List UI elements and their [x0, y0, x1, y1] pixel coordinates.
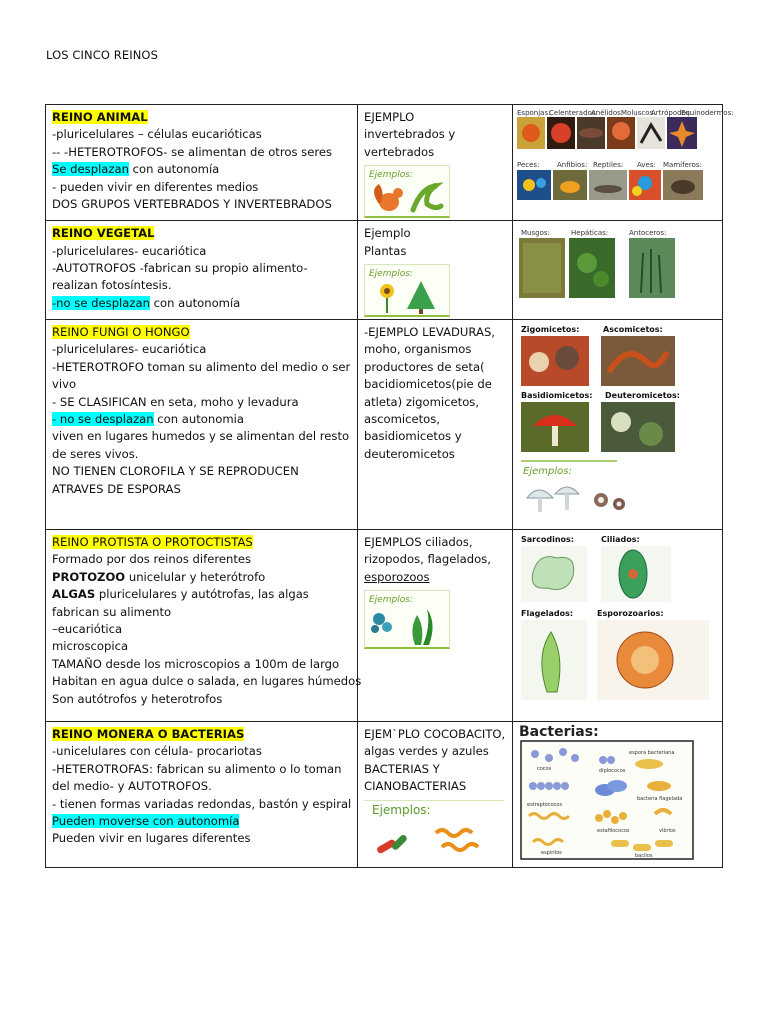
bacteria-image-title: Bacterias: [519, 724, 599, 741]
image-label: Mamíferos: [663, 161, 702, 169]
image-label: estreptococos [527, 802, 563, 809]
desc-line: Son autótrofos y heterotrofos [52, 691, 223, 706]
bold-term: PROTOZOO [52, 569, 126, 584]
image-label: diplococos [599, 768, 626, 775]
examples-label: Ejemplos: [369, 595, 413, 606]
highlight-text: Se desplazan [52, 162, 129, 177]
desc-line: NO TIENEN CLOROFILA Y SE REPRODUCEN ATRAVES DE ESPORAS [52, 464, 299, 496]
image-label: Reptiles: [593, 161, 624, 169]
table-row [46, 105, 723, 221]
image-cell [513, 320, 723, 530]
example-cell [358, 221, 513, 320]
example-line: EJEMPLO [364, 110, 415, 124]
image-label: espirilos [541, 850, 562, 857]
description-cell [46, 530, 362, 722]
bacteria-examples-image [519, 740, 695, 862]
document-title: LOS CINCO REINOS [46, 48, 158, 62]
example-line: esporozoos [364, 569, 430, 584]
image-label: Flagelados: [521, 609, 574, 619]
example-line: EJEMPLOS ciliados, [364, 535, 473, 550]
example-line: Ejemplo [364, 226, 411, 241]
desc-line: -AUTOTROFOS -fabrican su propio alimento- realizan fotosíntesis. [52, 261, 308, 293]
fungi-examples-image [517, 322, 717, 526]
table-row [46, 530, 723, 722]
image-label: Celenterados: [549, 109, 598, 117]
kingdom-title: REINO FUNGI O HONGO [52, 325, 190, 340]
desc-line: Pueden vivir en lugares diferentes [52, 831, 251, 846]
image-label: Antoceros: [629, 229, 667, 238]
description-cell [46, 722, 358, 868]
sunflower-tree-icon [365, 279, 449, 315]
example-cell [358, 722, 513, 868]
examples-label: Ejemplos: [372, 802, 431, 817]
example-line: Plantas [364, 243, 407, 258]
animal-examples-image [517, 107, 734, 203]
kingdom-title: REINO VEGETAL [52, 226, 155, 241]
desc-text: con autonomía [149, 295, 241, 310]
table-row [46, 320, 723, 530]
image-label: Musgos: [521, 229, 550, 238]
image-label: Moluscos: [621, 109, 656, 117]
example-line: BACTERIAS Y [364, 761, 440, 776]
desc-line: -HETEROTROFAS: fabrican su alimento o lo toman del medio- y AUTOTROFOS. [52, 761, 342, 794]
image-label: Basidiomicetos: [521, 391, 593, 401]
bacteria-icon [364, 815, 504, 861]
example-line: algas verdes y azules [364, 744, 489, 759]
description-cell [46, 221, 358, 320]
kingdom-title: REINO ANIMAL [52, 110, 148, 124]
highlight-text: -no se desplazan [52, 295, 150, 310]
desc-line: Habitan en agua dulce o salada, en lugares húmedos [52, 674, 362, 689]
table-row [46, 221, 723, 320]
example-line: invertebrados y [364, 127, 456, 142]
example-line: rizopodos, flagelados, [364, 552, 491, 567]
algae-icon [365, 605, 449, 647]
image-cell [513, 722, 723, 868]
desc-line: -HETEROTROFO toman su alimento del medio o ser vivo [52, 359, 351, 392]
kingdoms-table [45, 104, 734, 868]
highlight-text: - no se desplazan [52, 412, 154, 427]
example-line: vertebrados [364, 144, 435, 159]
image-label: Anélidos: [591, 109, 624, 117]
desc-line: - tienen formas variadas redondas, bastón y espiral [52, 796, 352, 811]
examples-label: Ejemplos: [523, 466, 572, 478]
examples-label: Ejemplos: [369, 269, 413, 280]
examples-box [364, 165, 450, 218]
image-label: bacilos [635, 853, 653, 860]
desc-line: -pluricelulares – células eucarióticas [52, 127, 262, 142]
example-cell [358, 105, 513, 221]
example-line: EJEM`PLO COCOBACITO, [364, 727, 506, 742]
desc-line: -pluricelulares- eucariótica [52, 342, 207, 357]
table-row [46, 722, 723, 868]
plant-examples-image [517, 223, 717, 315]
desc-line: Formado por dos reinos diferentes [52, 552, 252, 567]
protist-examples-image [517, 532, 717, 716]
image-label: Peces: [517, 161, 540, 169]
image-label: Equinodermos: [681, 109, 734, 117]
image-label: Deuteromicetos: [605, 391, 680, 401]
image-label: Zigomicetos: [521, 325, 580, 335]
image-label: bacteria flagelada [637, 796, 683, 803]
image-label: Artrópodos: [651, 109, 692, 117]
desc-line: viven en lugares humedos y se alimentan del resto de seres vivos. [52, 429, 350, 461]
image-label: Esponjas: [517, 109, 551, 117]
image-label: Anfibios: [557, 161, 588, 169]
desc-line: –eucariótica [52, 622, 123, 637]
image-label: vibrios [659, 828, 676, 835]
image-label: Hepáticas: [571, 229, 609, 238]
desc-text: unicelular y heterótrofo [125, 569, 266, 584]
bold-term: ALGAS [52, 587, 96, 602]
kingdom-title: REINO PROTISTA O PROTOCTISTAS [52, 535, 253, 550]
example-cell [358, 320, 513, 530]
desc-line: - pueden vivir en diferentes medios [52, 179, 259, 194]
image-label: Sarcodinos: [521, 535, 574, 545]
image-cell [513, 105, 734, 221]
desc-line: -pluricelulares- eucariótica [52, 243, 207, 258]
desc-line: TAMAÑO desde los microscopios a 100m de largo [52, 656, 340, 671]
desc-line: -- -HETEROTROFOS- se alimentan de otros seres [52, 144, 333, 159]
desc-line: DOS GRUPOS VERTEBRADOS Y INVERTEBRADOS [52, 197, 332, 212]
kingdom-title: REINO MONERA O BACTERIAS [52, 727, 245, 742]
example-text: -EJEMPLO LEVADURAS, moho, organismos productores de seta( bacidiomicetos(pie de atleta) zigomicetos, ascomicetos, basidiomicetos y deuteromicetos [364, 325, 495, 461]
desc-line: -unicelulares con célula- procariotas [52, 744, 262, 759]
highlight-text: Pueden moverse con autonomía [52, 814, 240, 829]
image-label: espora bacteriana [629, 750, 675, 757]
example-line: CIANOBACTERIAS [364, 779, 467, 794]
desc-line: - SE CLASIFICAN en seta, moho y levadura [52, 394, 299, 409]
desc-line: microscopica [52, 639, 129, 654]
examples-box [364, 800, 504, 861]
desc-text: con autonomía [128, 162, 220, 177]
examples-box [364, 264, 450, 317]
image-label: Aves: [637, 161, 656, 169]
image-label: estafilococos [597, 828, 630, 835]
description-cell [46, 105, 358, 221]
image-label: cocos [537, 766, 552, 773]
examples-label: Ejemplos: [369, 170, 413, 181]
image-cell [513, 530, 723, 722]
example-cell [358, 530, 513, 722]
squirrel-lizard-icon [365, 180, 449, 216]
image-label: Ciliados: [601, 535, 640, 545]
image-cell [513, 221, 723, 320]
description-cell [46, 320, 358, 530]
image-label: Ascomicetos: [603, 325, 663, 335]
examples-box [364, 590, 450, 649]
desc-text: con autonomia [153, 412, 244, 427]
image-label: Esporozoarios: [597, 609, 664, 619]
desc-text: pluricelulares y autótrofas, las algas fabrican su alimento [52, 587, 309, 619]
